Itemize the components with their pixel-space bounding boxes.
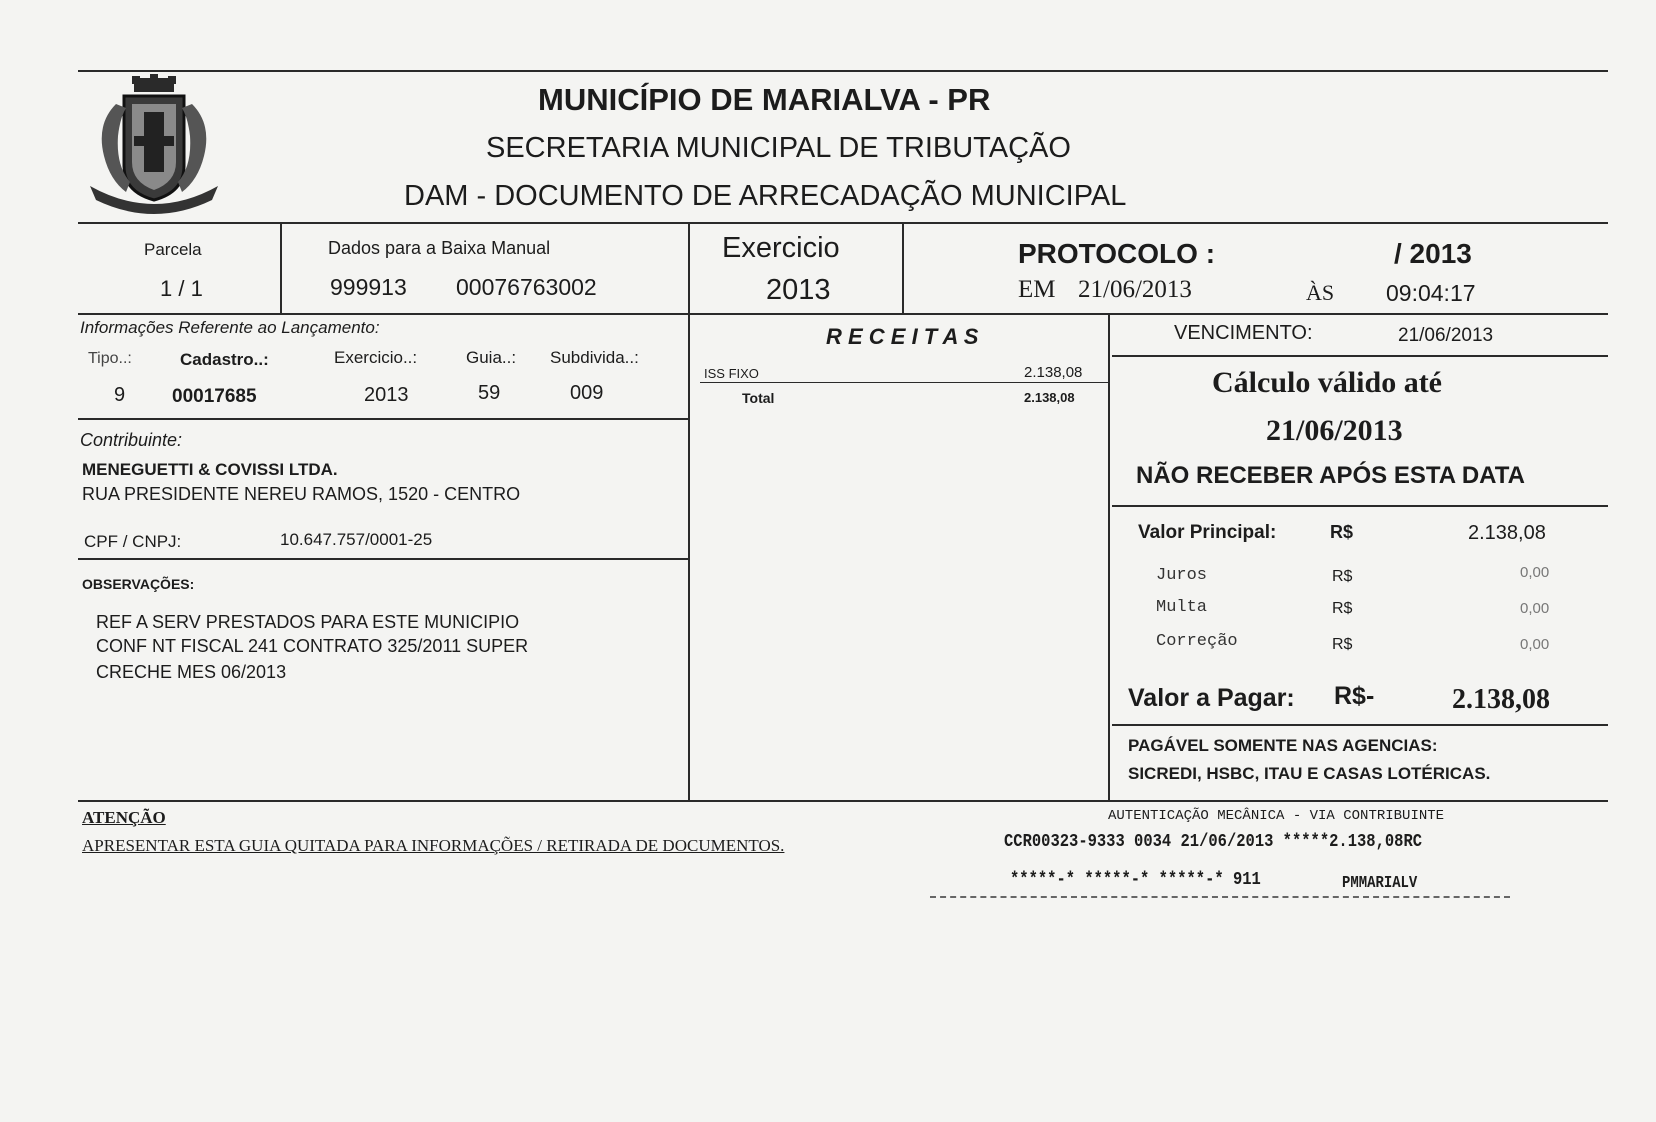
- baixa-manual-label: Dados para a Baixa Manual: [328, 238, 551, 258]
- validade-line: [1112, 505, 1608, 507]
- cpf-label: CPF / CNPJ:: [84, 532, 182, 551]
- multa-currency: R$: [1332, 600, 1353, 617]
- multa-value: 0,00: [1520, 600, 1550, 617]
- validade-line1: Cálculo válido até: [1212, 366, 1442, 399]
- correcao-label: Correção: [1156, 632, 1238, 651]
- valor-principal-label: Valor Principal:: [1138, 522, 1277, 543]
- lancamento-title: Informações Referente ao Lançamento:: [80, 318, 380, 337]
- autenticacao-title: AUTENTICAÇÃO MECÂNICA - VIA CONTRIBUINTE: [1108, 808, 1445, 824]
- lancamento-guia: 59: [478, 382, 501, 404]
- lancamento-header-exercicio: Exercicio..:: [334, 348, 418, 367]
- valor-pagar-value: 2.138,08: [1452, 684, 1550, 715]
- valores-line: [1112, 724, 1608, 726]
- lancamento-bottom-line: [78, 418, 688, 420]
- coat-of-arms-icon: [86, 74, 222, 220]
- receitas-total-label: Total: [742, 390, 775, 406]
- cpf-value: 10.647.757/0001-25: [280, 530, 433, 549]
- lancamento-header-guia: Guia..:: [466, 348, 517, 367]
- contribuinte-label: Contribuinte:: [80, 430, 183, 450]
- parcela-value: 1 / 1: [160, 276, 203, 301]
- body-bottom-line: [78, 800, 1608, 802]
- receitas-title: R E C E I T A S: [826, 324, 979, 349]
- valor-principal-value: 2.138,08: [1468, 522, 1546, 544]
- protocolo-label: PROTOCOLO :: [1018, 238, 1216, 269]
- protocolo-em-label: EM: [1018, 276, 1056, 303]
- documento-title: DAM - DOCUMENTO DE ARRECADAÇÃO MUNICIPAL: [404, 180, 1127, 212]
- receitas-header-line: [700, 382, 1108, 383]
- atencao-label: ATENÇÃO: [82, 808, 166, 827]
- baixa-code-2: 00076763002: [456, 274, 597, 300]
- receita-item-value: 2.138,08: [1024, 364, 1083, 381]
- receitas-divider: [1108, 314, 1110, 802]
- baixa-divider: [688, 224, 690, 802]
- protocolo-date: 21/06/2013: [1078, 276, 1192, 303]
- row1-bottom-line: [78, 313, 1608, 315]
- protocolo-as-label: ÀS: [1306, 280, 1335, 305]
- vencimento-date: 21/06/2013: [1398, 325, 1494, 346]
- valor-principal-currency: R$: [1330, 522, 1354, 542]
- valor-pagar-currency: R$-: [1334, 682, 1375, 710]
- lancamento-subdivida: 009: [570, 382, 604, 404]
- receitas-total-value: 2.138,08: [1024, 390, 1075, 405]
- protocolo-number: / 2013: [1394, 238, 1472, 269]
- pagavel-line1: PAGÁVEL SOMENTE NAS AGENCIAS:: [1128, 736, 1438, 755]
- validade-date: 21/06/2013: [1266, 414, 1403, 447]
- lancamento-header-subdivida: Subdivida..:: [550, 348, 639, 367]
- observacao-line: CRECHE MES 06/2013: [96, 662, 287, 682]
- lancamento-cadastro: 00017685: [172, 386, 257, 407]
- lancamento-header-tipo: Tipo..:: [88, 350, 132, 367]
- multa-label: Multa: [1156, 598, 1208, 617]
- contribuinte-name: MENEGUETTI & COVISSI LTDA.: [82, 460, 338, 479]
- exercicio-divider: [902, 224, 904, 314]
- contribuinte-bottom-line: [78, 558, 688, 560]
- protocolo-time: 09:04:17: [1386, 280, 1476, 306]
- contribuinte-address: RUA PRESIDENTE NEREU RAMOS, 1520 - CENTRO: [82, 484, 521, 504]
- exercicio-label: Exercicio: [722, 232, 840, 264]
- validade-warning: NÃO RECEBER APÓS ESTA DATA: [1136, 462, 1525, 489]
- autenticacao-line1: CCR00323-9333 0034 21/06/2013 *****2.138,08RC: [1004, 832, 1423, 852]
- top-border: [78, 70, 1608, 72]
- correcao-value: 0,00: [1520, 636, 1550, 653]
- receita-item-name: ISS FIXO: [704, 366, 759, 381]
- vencimento-line: [1112, 355, 1608, 357]
- baixa-code-1: 999913: [330, 274, 407, 300]
- vencimento-label: VENCIMENTO:: [1174, 322, 1313, 344]
- exercicio-value: 2013: [766, 274, 831, 306]
- observacoes-label: OBSERVAÇÕES:: [82, 576, 195, 592]
- dashed-separator: [930, 896, 1510, 898]
- pagavel-line2: SICREDI, HSBC, ITAU E CASAS LOTÉRICAS.: [1128, 764, 1491, 783]
- parcela-divider: [280, 224, 282, 314]
- juros-value: 0,00: [1520, 564, 1550, 581]
- lancamento-header-cadastro: Cadastro..:: [180, 350, 269, 369]
- juros-label: Juros: [1156, 566, 1208, 585]
- atencao-text: APRESENTAR ESTA GUIA QUITADA PARA INFORMAÇÕES / RETIRADA DE DOCUMENTOS.: [82, 836, 785, 855]
- juros-currency: R$: [1332, 568, 1353, 585]
- lancamento-tipo: 9: [114, 384, 126, 406]
- correcao-currency: R$: [1332, 636, 1353, 653]
- parcela-label: Parcela: [144, 240, 202, 259]
- secretaria-title: SECRETARIA MUNICIPAL DE TRIBUTAÇÃO: [486, 132, 1071, 164]
- autenticacao-line2b: PMMARIALV: [1342, 874, 1418, 893]
- municipio-title: MUNICÍPIO DE MARIALVA - PR: [538, 82, 991, 117]
- lancamento-exercicio: 2013: [364, 384, 409, 406]
- header-bottom-line: [78, 222, 1608, 224]
- observacao-line: REF A SERV PRESTADOS PARA ESTE MUNICIPIO: [96, 612, 520, 632]
- valor-pagar-label: Valor a Pagar:: [1128, 684, 1295, 712]
- autenticacao-line2: *****-* *****-* *****-* 911: [1010, 870, 1261, 890]
- observacao-line: CONF NT FISCAL 241 CONTRATO 325/2011 SUPER: [96, 636, 529, 656]
